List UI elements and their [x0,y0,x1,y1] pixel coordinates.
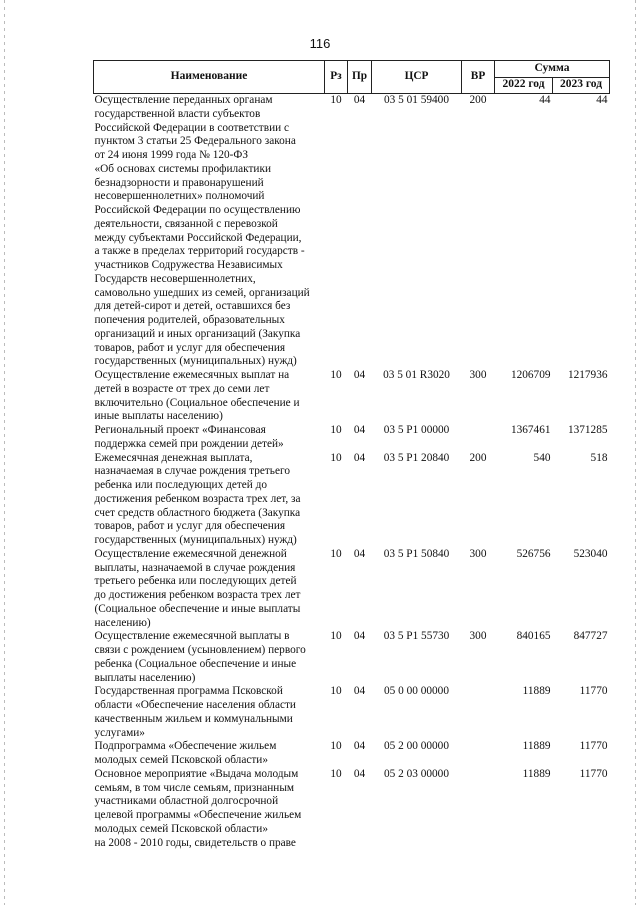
header-csr: ЦСР [372,61,462,94]
row-name-line: попечения родителей, образовательных [94,314,285,326]
row-name-line: участниками областной долгосрочной [94,795,279,808]
row-sum-2022: 526756 [516,547,551,560]
row-name-line: «Об основах системы профилактики [94,162,271,175]
row-name-line: несовершеннолетних» полномочий [94,190,265,203]
row-name-line: третьего ребенка или последующих детей [94,575,297,588]
row-sum-2022: 1206709 [510,369,551,381]
row-vr [462,685,495,740]
row-name-line: самовольно ушедших из семей, организаций [94,286,310,299]
row-name-line: товаров, работ и услуг для обеспечения [94,341,286,354]
header-name: Наименование [94,61,325,94]
row-vr [462,424,495,452]
row-name [94,740,325,768]
row-name-line: выплаты населению) [94,671,196,684]
row-sum-2022: 44 [539,94,551,106]
scan-edge-left [4,0,5,905]
row-name-line: Основное мероприятие «Выдача молодым [94,767,299,780]
row-vr: 200 [469,94,487,106]
row-sum-2022: 11889 [522,740,551,753]
row-vr [462,768,495,851]
row-name-line: государственной власти субъектов [94,107,261,120]
header-year-2023: 2023 год [553,77,610,94]
row-sum-2023: 1217936 [567,369,608,381]
row-name-line: от 24 июня 1999 года № 120-ФЗ [94,149,249,161]
row-rz: 10 [330,630,342,643]
budget-table [93,60,610,850]
row-pr: 04 [353,94,366,106]
header-pr: Пр [348,61,372,94]
row-pr: 04 [353,369,366,381]
row-csr: 05 0 00 00000 [384,685,449,698]
row-pr: 04 [353,767,366,780]
row-rz: 10 [330,424,342,436]
row-name-line: включительно (Социальное обеспечение и [94,396,300,409]
row-sum-2022: 11889 [522,685,551,698]
row-name-line: ребенка (Социальное обеспечение и иные [94,657,297,670]
row-name-line: молодых семей Псковской области» [94,754,268,766]
row-name-line: пунктом 3 статьи 25 Федерального закона [94,135,296,148]
row-csr: 03 5 01 R3020 [383,369,450,381]
row-csr: 03 5 P1 00000 [383,424,450,436]
row-rz: 10 [330,451,342,464]
row-name [94,369,325,424]
row-sum-2022: 540 [533,451,551,464]
row-vr: 300 [469,547,487,560]
row-name-line: государственных (муниципальных) нужд) [94,355,297,368]
row-name-line: населению) [94,616,151,629]
row-csr: 03 5 P1 20840 [383,451,450,464]
row-name-line: Осуществление переданных органам [94,94,273,106]
row-sum-2023: 11770 [579,685,608,698]
table-header [94,61,610,94]
row-name-line: участников Содружества Независимых [94,259,283,271]
row-rz: 10 [330,369,342,381]
row-name-line: связи с рождением (усыновлением) первого [94,644,306,656]
row-name [94,685,325,740]
row-name-line: до достижения ребенком возраста трех лет [94,589,301,601]
row-name-line: Осуществление ежемесячной денежной [94,547,287,560]
table-row [94,768,610,851]
header-year-2022: 2022 год [495,77,553,94]
row-name-line: семьям, в том числе семьям, признанным [94,781,295,794]
row-name-line: ребенка или последующих детей до [94,479,268,491]
row-pr: 04 [353,424,366,436]
row-sum-2023: 523040 [573,547,608,560]
row-name-line: целевой программы «Обеспечение жильем [94,809,302,821]
row-name-line: организаций и иных организаций (Закупка [94,327,301,340]
table-body [94,94,610,851]
row-vr: 300 [469,630,487,643]
row-sum-2023: 1371285 [567,424,608,436]
row-name [94,452,325,548]
row-pr: 04 [353,451,366,464]
row-pr: 04 [353,630,366,643]
row-sum-2022: 840165 [516,630,551,643]
row-name-line: Региональный проект «Финансовая [94,424,266,436]
row-csr: 05 2 00 00000 [384,740,449,753]
row-name-line: деятельности, связанной с перевозкой [94,217,278,230]
header-vr: ВР [462,61,495,94]
row-rz: 10 [330,740,342,753]
row-name-line: качественным жильем и коммунальными [94,712,293,725]
row-name-line: государственных (муниципальных) нужд) [94,534,297,546]
row-csr: 03 5 P1 55730 [383,630,450,643]
row-name-line: Государственная программа Псковской [94,685,283,698]
row-sum-2023: 11770 [579,740,608,753]
row-vr: 200 [469,451,487,464]
row-name-line: Подпрограмма «Обеспечение жильем [94,740,277,753]
header-rz: Рз [325,61,348,94]
row-name-line: иные выплаты населению) [94,410,223,423]
table-row [94,685,610,740]
row-name-line: детей в возрасте от трех до семи лет [94,382,270,395]
row-name-line: назначаемая в случае рождения третьего [94,465,290,478]
row-name-line: Государств несовершеннолетних, [94,272,256,285]
row-rz: 10 [330,94,342,106]
row-name-line: достижения ребенком возраста трех лет, за [94,492,301,505]
row-name-line: услугами» [94,726,145,739]
row-sum-2022: 1367461 [510,424,551,436]
row-pr: 04 [353,547,366,560]
scan-edge-right [635,0,636,905]
table-row [94,548,610,631]
row-name [94,548,325,631]
table-row [94,740,610,768]
row-vr [462,740,495,768]
row-name-line: товаров, работ и услуг для обеспечения [94,520,286,533]
row-sum-2023: 11770 [579,767,608,780]
row-name-line: Российской Федерации по осуществлению [94,204,301,216]
row-name-line: Ежемесячная денежная выплата, [94,451,253,464]
row-name-line: (Социальное обеспечение и иные выплаты [94,602,301,615]
row-sum-2023: 44 [596,94,608,106]
table-row [94,94,610,370]
row-name [94,630,325,685]
row-name [94,768,325,851]
table-row [94,424,610,452]
row-sum-2022: 11889 [522,767,551,780]
row-rz: 10 [330,685,342,698]
row-name-line: между субъектами Российской Федерации, [94,231,302,244]
row-csr: 03 5 01 59400 [384,94,449,106]
row-csr: 05 2 03 00000 [384,767,449,780]
page-number: 116 [309,36,331,51]
row-rz: 10 [330,547,342,560]
row-name-line: Осуществление ежемесячной выплаты в [94,630,290,643]
row-name-line: на 2008 - 2010 годы, свидетельств о праве [94,836,296,849]
row-vr: 300 [469,369,487,381]
row-name [94,424,325,452]
row-sum-2023: 518 [590,451,608,464]
row-name-line: выплаты, назначаемой в случае рождения [94,561,296,574]
row-sum-2023: 847727 [573,630,608,643]
row-name-line: Российской Федерации в соответствии с [94,121,290,134]
table-row [94,630,610,685]
row-pr: 04 [353,740,366,753]
row-csr: 03 5 P1 50840 [383,547,450,560]
header-sum: Сумма [495,61,610,78]
table-row [94,369,610,424]
row-name-line: поддержка семей при рождении детей» [94,437,284,450]
row-rz: 10 [330,767,342,780]
row-name-line: для детей-сирот и детей, оставшихся без [94,300,291,313]
row-name-line: молодых семей Псковской области» [94,822,268,835]
row-name-line: а также в пределах территорий государств - [94,245,305,258]
row-name-line: области «Обеспечение населения области [94,699,296,711]
table-row [94,452,610,548]
row-name-line: Осуществление ежемесячных выплат на [94,369,290,381]
row-name [94,94,325,370]
row-name-line: счет средств областного бюджета (Закупка [94,506,301,519]
row-pr: 04 [353,685,366,698]
row-name-line: безнадзорности и правонарушений [94,176,264,189]
